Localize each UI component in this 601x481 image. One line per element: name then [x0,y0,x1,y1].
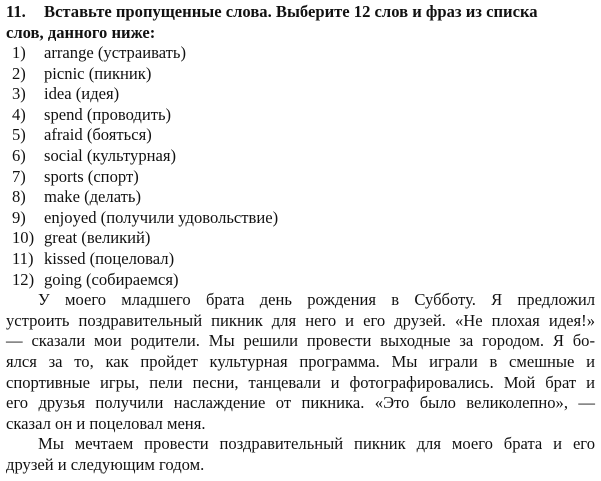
list-item [6,64,595,85]
paragraph-line: ялся за то, как пройдет культурная программа. Мы играли в смешные и [6,351,595,371]
list-item-index: 11) [12,248,34,268]
list-item-index: 10) [12,228,35,248]
list-item-index: 9) [12,207,26,227]
list-item-text: sports (спорт) [44,166,139,186]
list-item-text: make (делать) [44,187,141,207]
list-item-index: 1) [12,43,26,62]
list-item-text: kissed (поцеловал) [44,248,175,268]
list-item [6,270,595,291]
list-item-index: 8) [12,187,26,207]
list-item-index: 7) [12,166,26,186]
word-list [6,43,595,290]
paragraph-line: устроить поздравительный пикник для него и его друзей. «Не плохая идея!» [6,310,595,330]
paragraph-line: сказал он и поцеловал меня. [6,413,206,433]
list-item-text: going (собираемся) [44,269,179,289]
list-item [6,249,595,270]
list-item-index: 2) [12,63,26,83]
list-item [6,43,595,64]
task-instruction-line2: слов, данного ниже: [6,22,156,42]
paragraph-line: — сказали мои родители. Мы решили провести выходные за городом. Я бо- [6,331,595,351]
list-item-text: great (великий) [44,228,151,248]
paragraph-line: У моего младшего брата день рождения в Субботу. Я предложил [38,290,595,310]
list-item-text: arrange (устраивать) [44,43,186,62]
list-item [6,105,595,126]
task-header [6,2,595,43]
list-item-index: 12) [12,269,35,289]
list-item-text: afraid (бояться) [44,125,152,145]
list-item [6,84,595,105]
list-item-index: 6) [12,145,26,165]
list-item-index: 5) [12,125,26,145]
story-paragraph-2 [6,434,595,475]
task-number: 11. [6,2,26,21]
paragraph-line: друзей и следующим годом. [6,454,205,474]
list-item [6,228,595,249]
list-item [6,187,595,208]
list-item-text: enjoyed (получили удовольствие) [44,207,279,227]
list-item [6,125,595,146]
list-item-text: idea (идея) [44,84,120,104]
list-item [6,146,595,167]
list-item-text: spend (проводить) [44,104,172,124]
list-item-index: 4) [12,104,26,124]
list-item [6,208,595,229]
list-item-text: picnic (пикник) [44,63,152,83]
story-paragraph-1 [6,290,595,434]
list-item-index: 3) [12,84,26,104]
paragraph-line: его друзья получили наслаждение от пикника. «Это было великолепно», — [6,393,595,413]
paragraph-line: Мы мечтаем провести поздравительный пикник для моего брата и его [38,434,595,454]
list-item [6,167,595,188]
paragraph-line: спортивные игры, пели песни, танцевали и фотографировались. Мой брат и [6,372,595,392]
task-instruction-line1: Вставьте пропущенные слова. Выберите 12 слов и фраз из списка [44,2,538,21]
list-item-text: social (культурная) [44,145,177,165]
